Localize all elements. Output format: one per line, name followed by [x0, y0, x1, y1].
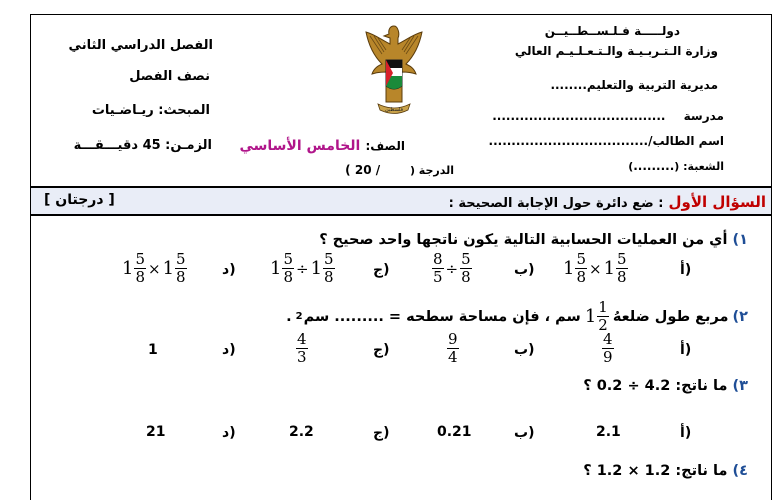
section-label: الشعبة: ( — [674, 160, 724, 173]
question-2-number: ٢) — [732, 308, 748, 325]
q3-option-d-label[interactable]: د) — [222, 425, 236, 441]
q2-option-b-label[interactable]: ب) — [514, 342, 535, 358]
fraction: $\frac{5}{8}$ — [461, 250, 471, 286]
question-4-text: ما ناتج: 1.2 × 1.2 ؟ — [583, 463, 728, 479]
time-limit: الزمـن: 45 دقيـــقـــة — [73, 138, 212, 153]
q3-option-a-value[interactable]: 2.1 — [596, 424, 621, 440]
squared-sup: 2 — [295, 311, 303, 322]
question-one-title: السؤال الأول — [668, 193, 766, 211]
fraction: $\frac{8}{5}$ — [433, 250, 443, 286]
q3-option-b-value[interactable]: 0.21 — [437, 424, 472, 440]
q2-option-d-value[interactable]: 1 — [148, 342, 158, 358]
question-1-number: ١) — [732, 232, 748, 248]
q1-option-a-label[interactable]: أ) — [680, 262, 692, 278]
directorate-name: مديرية التربية والتعليم — [586, 78, 718, 92]
fraction: $\frac{1}{2}$ — [598, 298, 608, 334]
section-line — [628, 159, 724, 173]
question-one-marks: [ درجتان ] — [44, 192, 115, 208]
q2-option-c-label[interactable]: ج) — [373, 342, 390, 358]
semester: الفصل الدراسي الثاني — [68, 38, 213, 53]
q1-option-a-expr[interactable]: 1 $\frac{5}{8}$ × 1 $\frac{5}{8}$ — [563, 250, 627, 286]
question-2-text-c: . — [286, 308, 292, 325]
class-line — [239, 135, 405, 154]
section-dots: ......... — [633, 159, 675, 173]
student-dots: ................................... — [488, 134, 649, 148]
fraction: $\frac{5}{8}$ — [576, 250, 586, 286]
fraction: $\frac{4}{9}$ — [603, 330, 613, 366]
emblem-caption: فلسطين — [385, 107, 403, 113]
q1-option-c-expr[interactable]: 1 $\frac{5}{8}$ ÷ 1 $\frac{5}{8}$ — [270, 250, 334, 286]
q1-option-d-expr[interactable]: 1 $\frac{5}{8}$ × 1 $\frac{5}{8}$ — [122, 250, 186, 286]
fraction: $\frac{4}{3}$ — [297, 330, 307, 366]
question-2-text-a: مربع طول ضلعهُ — [612, 308, 729, 325]
q1-option-b-label[interactable]: ب) — [514, 262, 535, 278]
question-2-side-length: 1 $\frac{1}{2}$ — [584, 298, 608, 334]
subject: المبحث: ريـاضـيات — [91, 103, 210, 118]
fraction: $\frac{5}{8}$ — [324, 250, 334, 286]
question-4 — [583, 463, 748, 479]
school-label: مدرسة — [683, 109, 724, 123]
section-close: ) — [628, 160, 634, 173]
q2-option-a-label[interactable]: أ) — [680, 342, 692, 358]
class-value: الخامس الأساسي — [239, 138, 361, 154]
q2-option-a-expr[interactable] — [602, 332, 614, 365]
school-line — [492, 109, 724, 123]
question-3 — [583, 378, 748, 394]
eagle-emblem-icon — [362, 20, 426, 128]
fraction: $\frac{5}{8}$ — [283, 250, 293, 286]
question-2 — [286, 300, 748, 333]
question-4-number: ٤) — [732, 463, 748, 479]
fraction: $\frac{5}{8}$ — [135, 250, 145, 286]
fraction: $\frac{9}{4}$ — [448, 330, 458, 366]
fraction: $\frac{5}{8}$ — [176, 250, 186, 286]
question-2-text-b: سم ، فإن مساحة سطحه = ......... سم — [303, 308, 581, 325]
q2-option-c-expr[interactable] — [296, 332, 308, 365]
grade-line — [345, 163, 454, 177]
student-line — [489, 134, 724, 148]
question-one-instruction: : ضع دائرة حول الإجابة الصحيحة : — [448, 196, 664, 211]
q3-option-c-label[interactable]: ج) — [373, 425, 390, 441]
school-dots: ...................................... — [492, 109, 666, 123]
question-1 — [319, 232, 748, 248]
q3-option-b-label[interactable]: ب) — [514, 425, 535, 441]
exam-period: نصف الفصل — [129, 69, 210, 84]
grade-value: / 20 ) — [345, 163, 381, 177]
q2-option-b-expr[interactable] — [447, 332, 459, 365]
q1-option-d-label[interactable]: د) — [222, 262, 236, 278]
q3-option-c-value[interactable]: 2.2 — [289, 424, 314, 440]
q1-option-b-expr[interactable]: $\frac{8}{5}$ ÷ $\frac{5}{8}$ — [433, 250, 471, 286]
q1-option-c-label[interactable]: ج) — [373, 262, 390, 278]
fraction: $\frac{5}{8}$ — [617, 250, 627, 286]
q3-option-d-value[interactable]: 21 — [146, 424, 166, 440]
directorate-dots: ........ — [550, 78, 587, 92]
class-label: الصف: — [365, 139, 405, 153]
question-one-heading — [449, 192, 766, 211]
question-1-text: أي من العمليات الحسابية التالية يكون ناتجها واحد صحيح ؟ — [319, 232, 728, 248]
state-name: دولـــــة فـلـســطــيــن — [544, 24, 680, 38]
directorate-line — [550, 78, 718, 92]
ministry-name: وزارة الـتـربـيـة والـتـعـلـيـم العالي — [514, 44, 718, 58]
grade-label: الدرجة ( — [409, 164, 454, 177]
q3-option-a-label[interactable]: أ) — [680, 425, 692, 441]
student-label: اسم الطالب/ — [648, 134, 724, 148]
question-3-text: ما ناتج: 4.2 ÷ 0.2 ؟ — [583, 378, 728, 394]
q2-option-d-label[interactable]: د) — [222, 342, 236, 358]
question-3-number: ٣) — [732, 378, 748, 394]
